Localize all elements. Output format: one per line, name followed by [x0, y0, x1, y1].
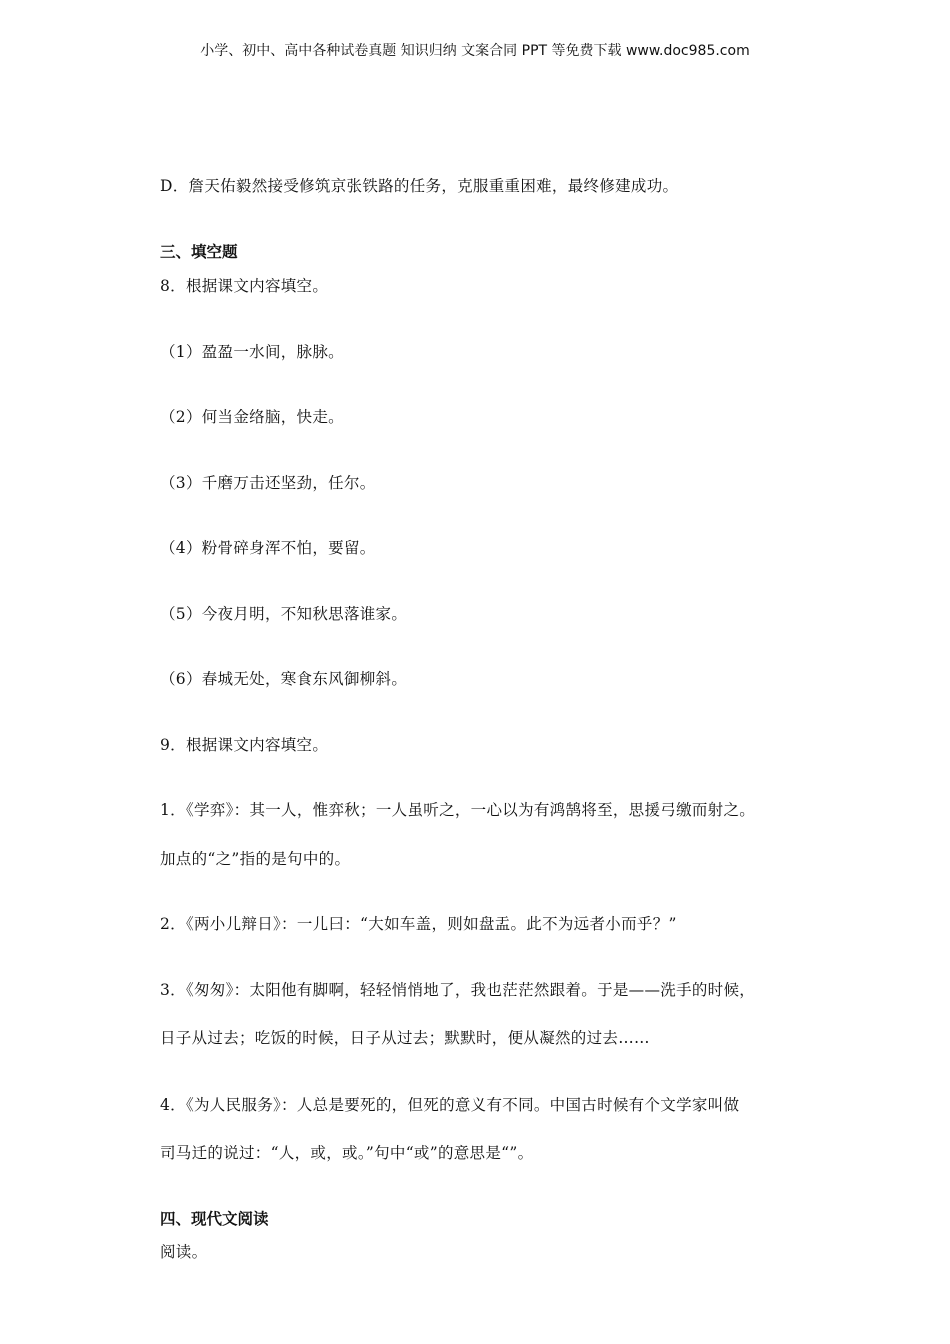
- q8-item-3: （3）千磨万击还坚劲，任尔。: [160, 474, 376, 492]
- q9-line-4: 3．《匆匆》：太阳他有脚啊，轻轻悄悄地了，我也茫茫然跟着。于是——洗手的时候，: [160, 981, 756, 999]
- section-4-intro: 阅读。: [160, 1243, 208, 1261]
- q8-item-1: （1）盈盈一水间，脉脉。: [160, 343, 344, 361]
- q8-item-5: （5）今夜月明，不知秋思落谁家。: [160, 605, 408, 623]
- q9-line-5: 日子从过去；吃饭的时候，日子从过去；默默时，便从凝然的过去……: [160, 1029, 650, 1047]
- q8-item-4: （4）粉骨碎身浑不怕，要留。: [160, 539, 376, 557]
- q9-line-7: 司马迁的说过：“人，或，或。”句中“或”的意思是“”。: [160, 1144, 534, 1162]
- option-d: D．詹天佑毅然接受修筑京张铁路的任务，克服重重困难，最终修建成功。: [160, 177, 679, 195]
- question-8-stem: 8．根据课文内容填空。: [160, 277, 329, 295]
- q8-item-6: （6）春城无处，寒食东风御柳斜。: [160, 670, 408, 688]
- page-header: 小学、初中、高中各种试卷真题 知识归纳 文案合同 PPT 等免费下载 www.doc985.com: [200, 43, 750, 59]
- question-9-stem: 9．根据课文内容填空。: [160, 736, 329, 754]
- section-4-title: 四、现代文阅读: [160, 1210, 269, 1228]
- q9-line-6: 4．《为人民服务》：人总是要死的，但死的意义有不同。中国古时候有个文学家叫做: [160, 1096, 740, 1114]
- q9-line-1: 1．《学弈》：其一人，惟弈秋；一人虽听之，一心以为有鸿鹄将至，思援弓缴而射之。: [160, 801, 756, 819]
- q9-line-3: 2．《两小儿辩日》：一儿曰：“大如车盖，则如盘盂。此不为远者小而乎？”: [160, 915, 677, 933]
- q8-item-2: （2）何当金络脑，快走。: [160, 408, 344, 426]
- section-3-title: 三、填空题: [160, 243, 238, 261]
- q9-line-2: 加点的“之”指的是句中的。: [160, 850, 351, 868]
